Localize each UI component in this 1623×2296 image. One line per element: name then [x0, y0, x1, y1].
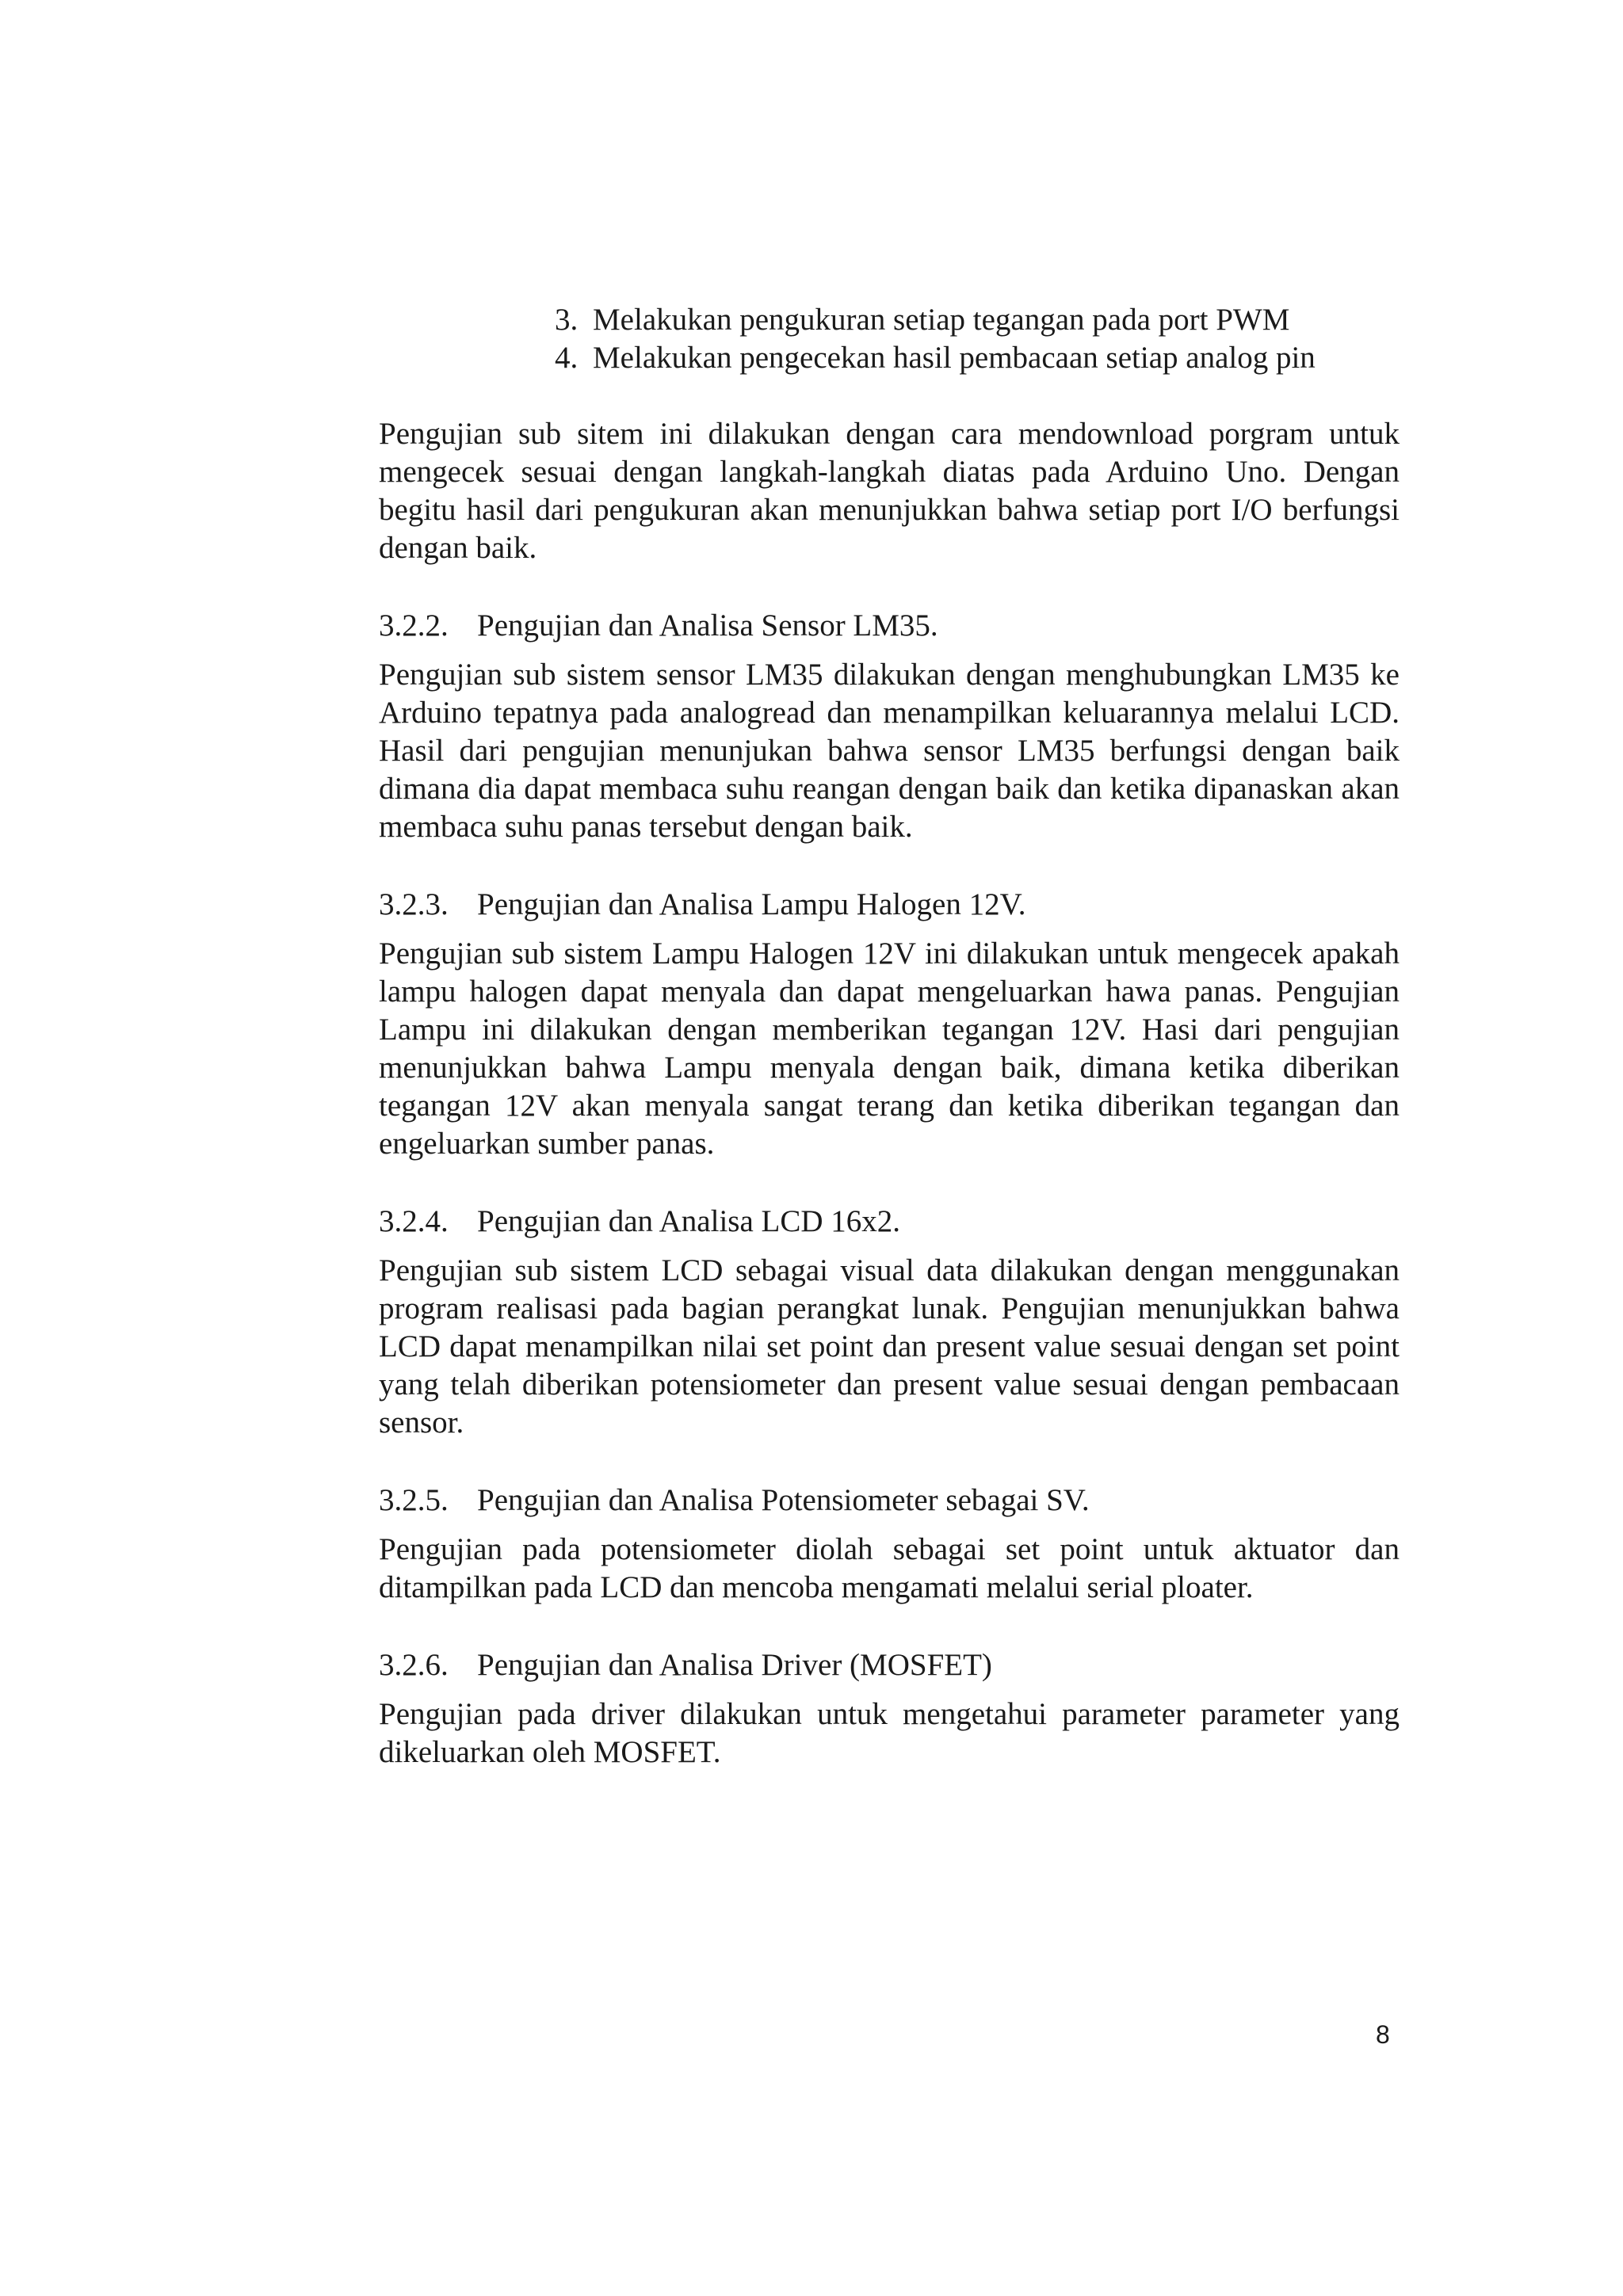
section-body: Pengujian sub sistem sensor LM35 dilakukan dengan menghubungkan LM35 ke Arduino tepatnya pada analogread dan menampilkan keluarannya melalui LCD. Hasil dari pengujian menunjukan bahwa sensor LM35 berfungsi dengan baik dimana dia dapat membaca suhu reangan dengan baik dan ketika dipanaskan akan membaca suhu panas tersebut dengan baik. [379, 658, 1400, 844]
list-item-text: Melakukan pengecekan hasil pembacaan setiap analog pin [593, 341, 1316, 375]
intro-paragraph: Pengujian sub sitem ini dilakukan dengan cara mendownload porgram untuk mengecek sesuai dengan langkah-langkah diatas pada Arduino Uno. Dengan begitu hasil dari pengukuran akan menunjukkan bahwa setiap port I/O berfungsi dengan baik. [379, 417, 1400, 565]
section-body: Pengujian pada potensiometer diolah sebagai set point untuk aktuator dan ditampilkan pada LCD dan mencoba mengamati melalui serial ploater. [379, 1532, 1400, 1604]
section-title: Pengujian dan Analisa Sensor LM35. [477, 608, 938, 643]
list-item-text: Melakukan pengukuran setiap tegangan pada port PWM [593, 303, 1290, 337]
section-number: 3.2.4. [379, 1204, 449, 1238]
page-number: 8 [1376, 2020, 1390, 2049]
section-body: Pengujian pada driver dilakukan untuk mengetahui parameter parameter yang dikeluarkan oleh MOSFET. [379, 1697, 1400, 1769]
list-item [555, 339, 1400, 377]
section-body: Pengujian sub sistem Lampu Halogen 12V ini dilakukan untuk mengecek apakah lampu halogen dapat menyala dan dapat mengeluarkan hawa panas. Pengujian Lampu ini dilakukan dengan memberikan tegangan 12V. Hasi dari pengujian menunjukkan bahwa Lampu menyala dengan baik, dimana ketika diberikan tegangan 12V akan menyala sangat terang dan ketika diberikan tegangan dan engeluarkan sumber panas. [379, 936, 1400, 1161]
section-heading [379, 886, 1400, 924]
section-heading [379, 1646, 1400, 1684]
section-3-2-3 [379, 886, 1400, 1163]
section-number: 3.2.5. [379, 1483, 449, 1517]
section-3-2-6 [379, 1646, 1400, 1772]
section-3-2-2 [379, 607, 1400, 846]
section-title: Pengujian dan Analisa Driver (MOSFET) [477, 1648, 992, 1682]
section-number: 3.2.6. [379, 1648, 449, 1682]
section-heading [379, 607, 1400, 645]
section-title: Pengujian dan Analisa Lampu Halogen 12V. [477, 887, 1026, 921]
list-item [555, 301, 1400, 339]
list-item-number: 4. [555, 341, 579, 375]
section-3-2-5 [379, 1482, 1400, 1607]
section-heading [379, 1203, 1400, 1241]
list-item-number: 3. [555, 303, 579, 337]
section-title: Pengujian dan Analisa Potensiometer sebagai SV. [477, 1483, 1090, 1517]
section-title: Pengujian dan Analisa LCD 16x2. [477, 1204, 901, 1238]
numbered-list [379, 301, 1400, 377]
section-number: 3.2.2. [379, 608, 449, 643]
page-content [379, 301, 1400, 1772]
section-number: 3.2.3. [379, 887, 449, 921]
section-body: Pengujian sub sistem LCD sebagai visual data dilakukan dengan menggunakan program realisasi pada bagian perangkat lunak. Pengujian menunjukkan bahwa LCD dapat menampilkan nilai set point dan present value sesuai dengan set point yang telah diberikan potensiometer dan present value sesuai dengan pembacaan sensor. [379, 1253, 1400, 1440]
section-3-2-4 [379, 1203, 1400, 1442]
section-heading [379, 1482, 1400, 1520]
